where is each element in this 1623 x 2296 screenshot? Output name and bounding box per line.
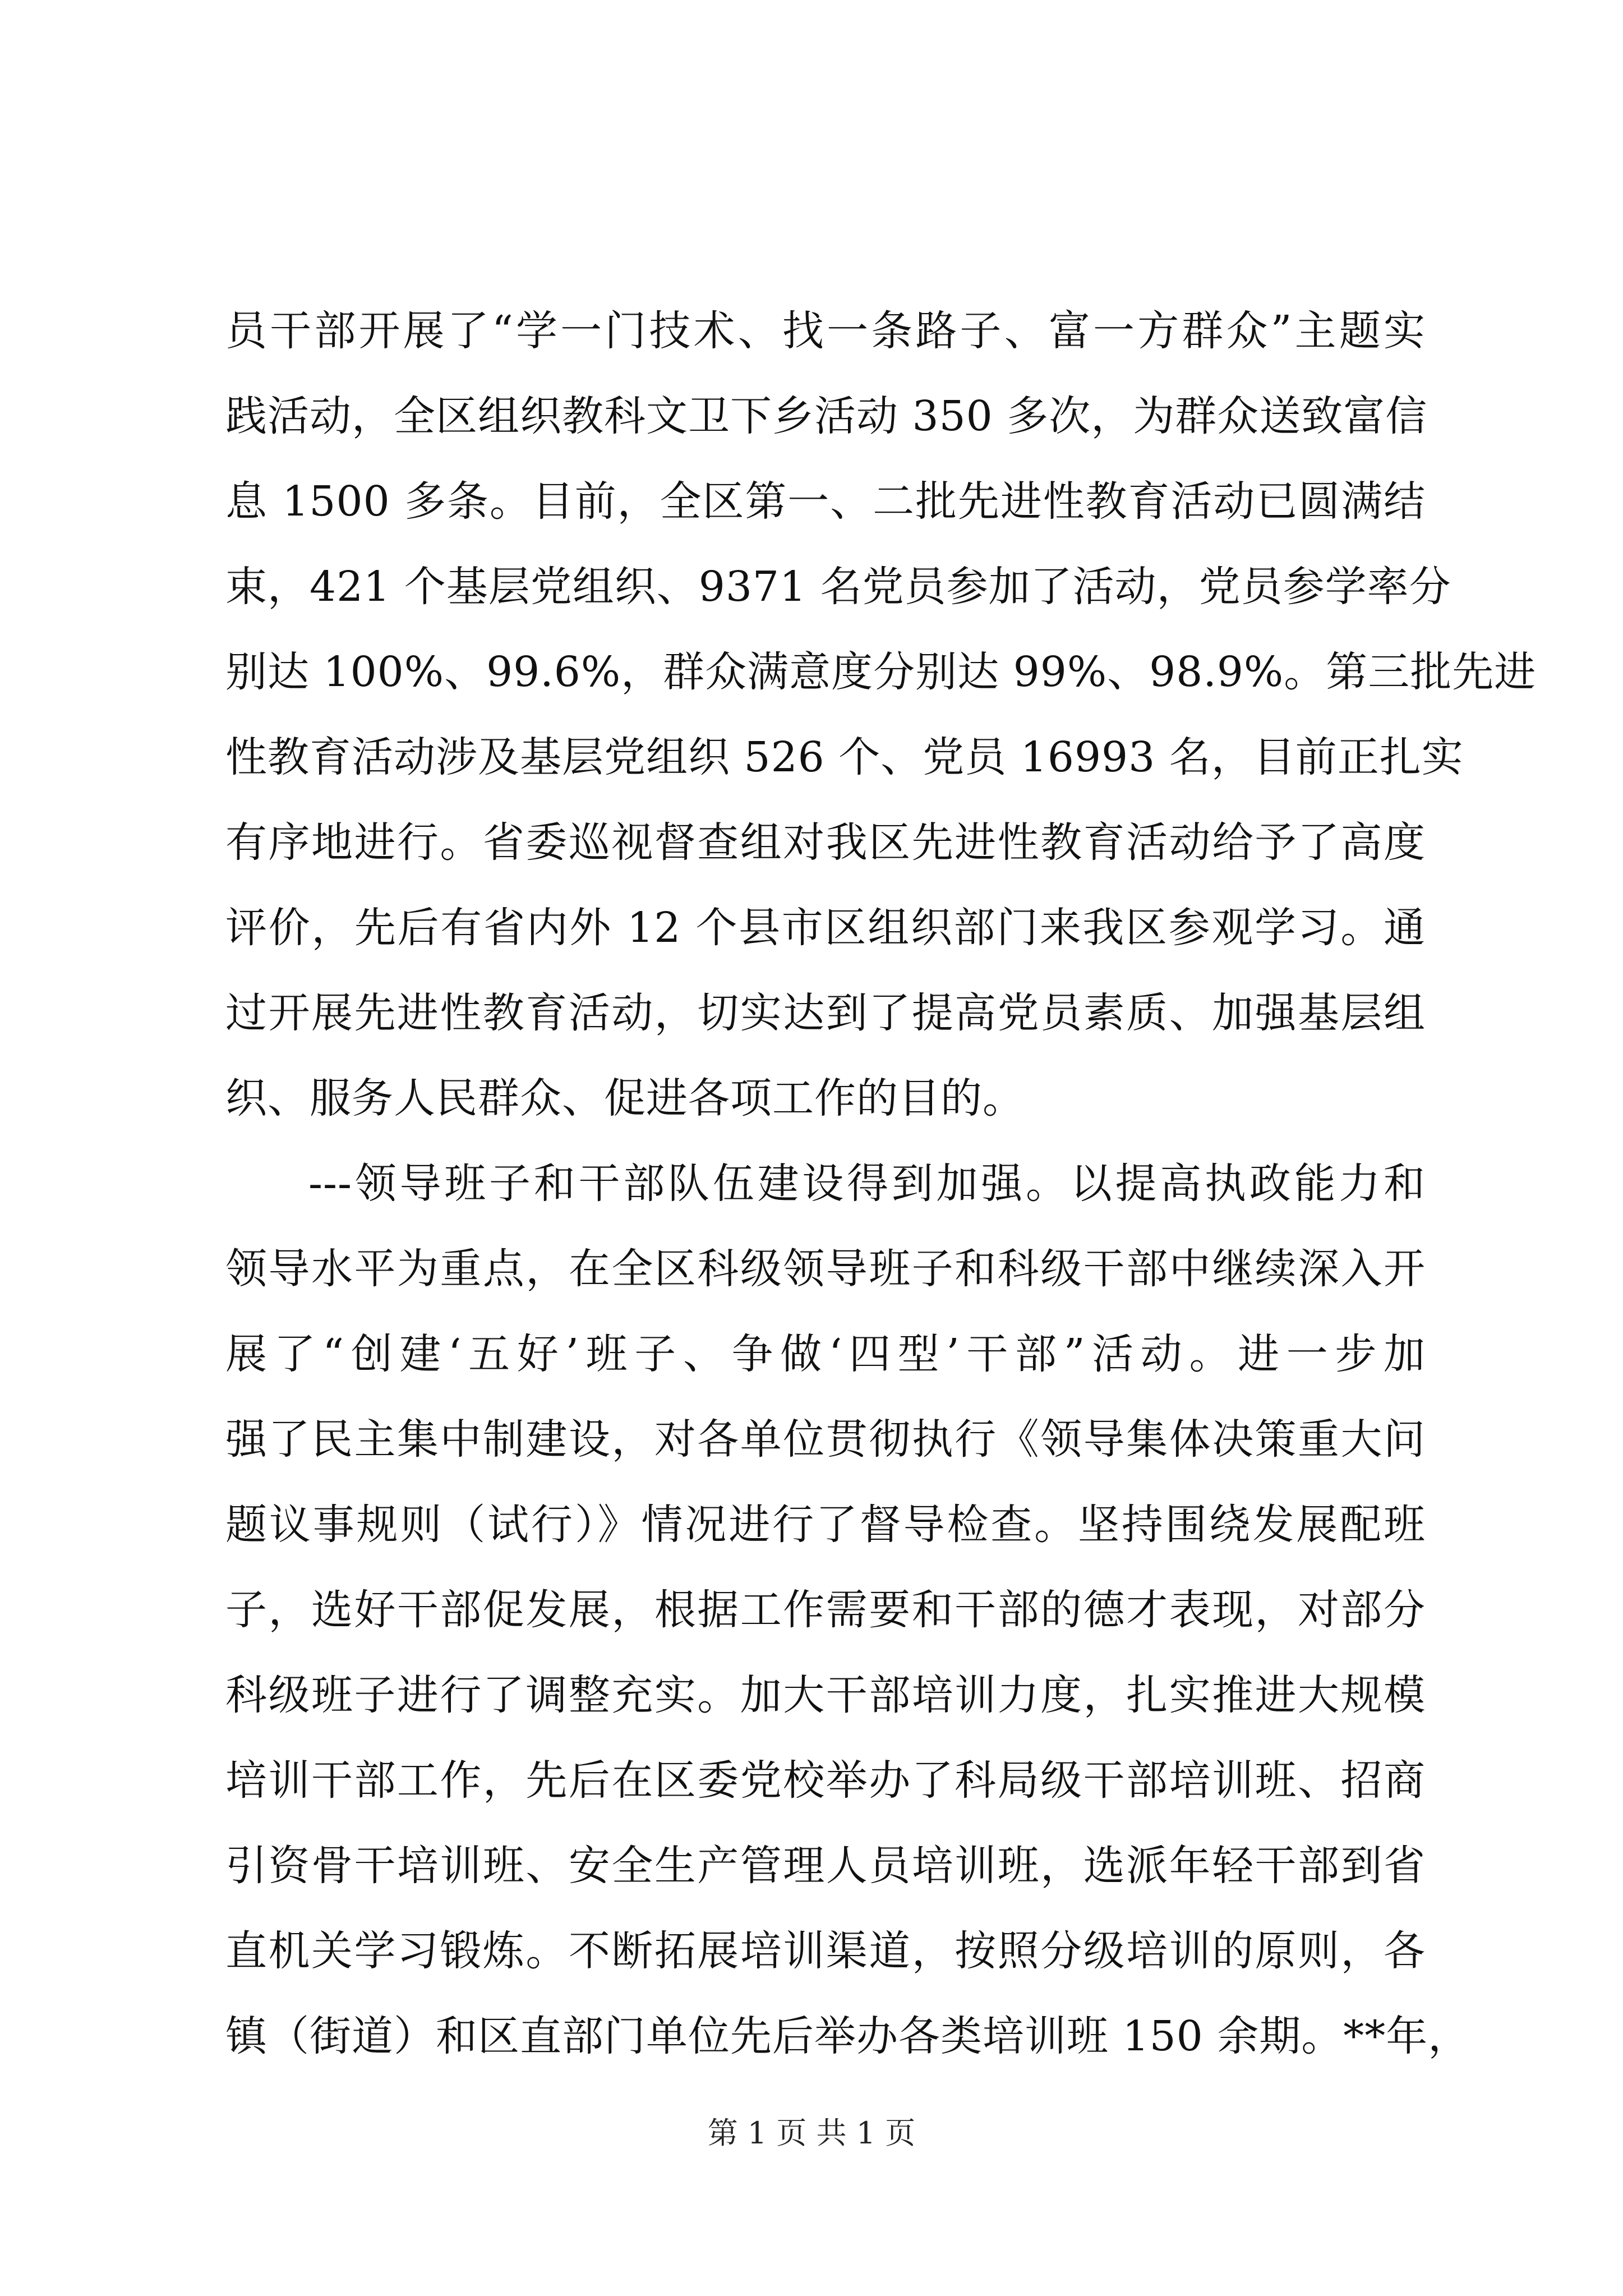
page-number-footer: 第 1 页 共 1 页 — [707, 2115, 916, 2151]
document-body — [225, 288, 1537, 2079]
text-line: 直机关学习锻炼。不断拓展培训渠道，按照分级培训的原则，各 — [225, 1927, 1426, 1975]
text-line: 强了民主集中制建设，对各单位贯彻执行《领导集体决策重大问 — [225, 1415, 1426, 1464]
text-line: 员干部开展了“学一门技术、找一条路子、富一方群众”主题实 — [225, 307, 1426, 355]
text-line-paragraph-end: 织、服务人民群众、促进各项工作的目的。 — [225, 1074, 1025, 1122]
text-line: 镇（街道）和区直部门单位先后举办各类培训班 150 余期。**年， — [225, 2012, 1470, 2060]
text-line: 题议事规则（试行）》情况进行了督导检查。坚持围绕发展配班 — [225, 1501, 1426, 1549]
text-line: 别达 100%、99.6%，群众满意度分别达 99%、98.9%。第三批先进 — [225, 648, 1537, 696]
text-line: 展了“创建‘五好’班子、争做‘四型’干部”活动。进一步加 — [225, 1330, 1426, 1378]
text-line: 践活动，全区组织教科文卫下乡活动 350 多次，为群众送致富信 — [225, 392, 1428, 440]
text-line: 培训干部工作，先后在区委党校举办了科局级干部培训班、招商 — [225, 1756, 1426, 1805]
text-line: 科级班子进行了调整充实。加大干部培训力度，扎实推进大规模 — [225, 1671, 1426, 1719]
text-line: 过开展先进性教育活动，切实达到了提高党员素质、加强基层组 — [225, 989, 1426, 1037]
text-line: 束，421 个基层党组织、9371 名党员参加了活动，党员参学率分 — [225, 563, 1451, 611]
text-line: 有序地进行。省委巡视督查组对我区先进性教育活动给予了高度 — [225, 818, 1426, 867]
text-line: 性教育活动涉及基层党组织 526 个、党员 16993 名，目前正扎实 — [225, 733, 1464, 781]
text-line: 评价，先后有省内外 12 个县市区组织部门来我区参观学习。通 — [225, 904, 1426, 952]
text-line: 子，选好干部促发展，根据工作需要和干部的德才表现，对部分 — [225, 1586, 1426, 1634]
text-line-paragraph-start: ---领导班子和干部队伍建设得到加强。以提高执政能力和 — [308, 1159, 1426, 1208]
text-line: 引资骨干培训班、安全生产管理人员培训班，选派年轻干部到省 — [225, 1842, 1426, 1890]
text-line: 息 1500 多条。目前，全区第一、二批先进性教育活动已圆满结 — [225, 477, 1426, 526]
text-line: 领导水平为重点，在全区科级领导班子和科级干部中继续深入开 — [225, 1245, 1426, 1293]
